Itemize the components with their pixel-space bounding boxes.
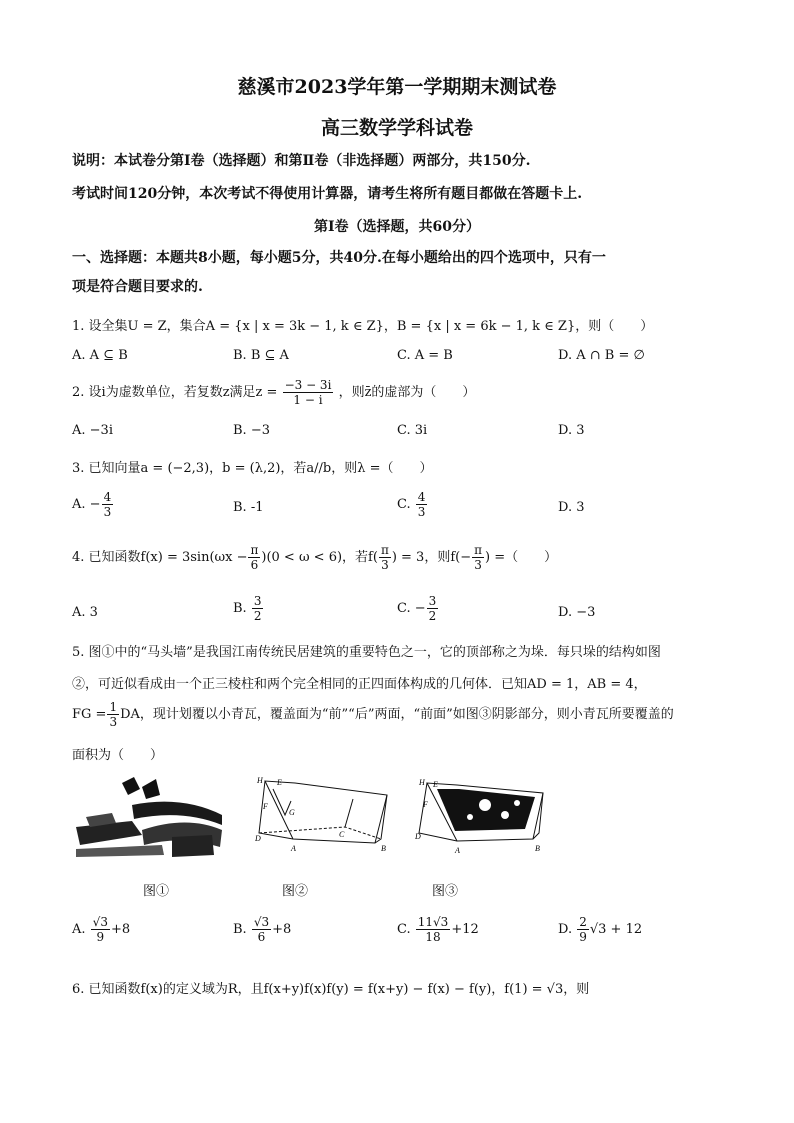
q5-line-3-text: ，现计划覆以小青瓦，覆盖面为“前”“后”两面，“前面”如图③阴影部分，则小青瓦所要覆盖的	[139, 707, 674, 722]
q4-option-a: A. 3	[72, 605, 98, 620]
q5-d-num: 2	[579, 915, 587, 929]
q2-fraction	[283, 378, 334, 407]
q4-option-c-sign: −	[414, 601, 426, 616]
q3-option-a	[72, 490, 114, 519]
q4-pi3-num: π	[380, 543, 389, 557]
q4-c-num: 3	[428, 594, 437, 608]
q5-fg-pre: FG =	[72, 707, 107, 722]
exam-subtitle: 高三数学学科试卷	[320, 117, 473, 139]
instruction-line-1: 说明：本试卷分第Ⅰ卷（选择题）和第Ⅱ卷（非选择题）两部分，共150分.	[72, 153, 531, 169]
q5-fg-den: 3	[109, 715, 118, 729]
q2-option-d: D. 3	[558, 423, 585, 438]
q5-a-tail: +8	[110, 922, 131, 937]
q2-frac-den: 1 − i	[293, 393, 323, 407]
q4-pi6-den: 6	[250, 558, 259, 572]
q4-stem-c: ) = 3，则f(−	[391, 550, 472, 565]
q4-negpi3-den: 3	[474, 558, 482, 572]
section1-line-2: 项是符合题目要求的.	[72, 279, 203, 295]
q5-b-num: √3	[253, 915, 270, 929]
fig2-label-h: H	[257, 776, 263, 785]
fig2-label-c: C	[339, 830, 345, 839]
q4-stem-d: ) =（ ）	[485, 550, 558, 565]
fig3-label-e: E	[433, 780, 438, 789]
figure-2-diagram	[255, 775, 395, 860]
q5-option-c-fraction	[416, 915, 451, 944]
q3-option-d: D. 3	[558, 500, 585, 515]
q4-frac-pi3	[379, 543, 391, 572]
q5-fg-num: 1	[109, 700, 118, 714]
fig3-label-f: F	[423, 800, 428, 809]
q5-d-den: 9	[579, 930, 587, 944]
q5-c-den: 18	[425, 930, 441, 944]
q4-b-num: 3	[253, 594, 262, 608]
q5-b-tail: +8	[272, 922, 292, 937]
fig2-label-d: D	[255, 834, 261, 843]
q2-option-c: C. 3i	[397, 423, 428, 438]
q3-option-a-sign: −	[89, 497, 101, 512]
q4-frac-negpi3	[472, 543, 484, 572]
q1-option-d: D. A ∩ B = ∅	[558, 348, 645, 363]
fig2-label-b: B	[381, 844, 386, 853]
fig2-label-e: E	[277, 778, 282, 787]
q4-stem-a: 4. 已知函数f(x) = 3sin(ωx −	[72, 550, 248, 565]
q3-option-b: B. -1	[233, 500, 264, 515]
q4-pi3-den: 3	[381, 558, 389, 572]
q5-line-2: ②，可近似看成由一个正三棱柱和两个完全相同的正四面体构成的几何体．已知AD = 1，AB = 4，	[72, 677, 647, 692]
q4-stem-b: )(0 < ω < 6)，若f(	[261, 550, 378, 565]
q2-stem	[72, 378, 475, 407]
instruction-line-2: 考试时间120分钟，本次考试不得使用计算器，请考生将所有题目都做在答题卡上.	[72, 186, 583, 202]
q5-option-a	[72, 915, 130, 944]
q4-option-c-label: C.	[397, 601, 411, 616]
q5-fg-fraction	[107, 700, 119, 729]
q5-option-d	[558, 915, 642, 944]
q5-option-a-fraction	[91, 915, 110, 944]
q5-option-d-label: D.	[558, 922, 573, 937]
q4-option-b-fraction	[252, 594, 264, 623]
q3-c-den: 3	[417, 505, 426, 519]
q5-option-b-fraction	[252, 915, 271, 944]
q3-stem: 3. 已知向量a = (−2,3)，b = (λ,2)，若a//b，则λ =（ ）	[72, 461, 433, 476]
q5-d-tail: √3 + 12	[589, 922, 643, 937]
fig2-label-a: A	[291, 844, 296, 853]
q5-a-den: 9	[96, 930, 105, 944]
fig3-label-b: B	[535, 844, 540, 853]
figure-1-image	[72, 775, 232, 860]
q4-option-b	[233, 594, 264, 623]
q3-option-a-fraction	[102, 490, 114, 519]
q4-frac-pi6	[248, 543, 260, 572]
q1-stem: 1. 设全集U = Z，集合A = {x | x = 3k − 1, k ∈ Z}，B = {x | x = 6k − 1, k ∈ Z}，则（ ）	[72, 319, 654, 334]
exam-title: 慈溪市2023学年第一学期期末测试卷	[237, 76, 557, 98]
q5-option-c-label: C.	[397, 922, 411, 937]
q4-option-d: D. −3	[558, 605, 596, 620]
q5-line-3	[72, 700, 674, 729]
q2-frac-num: −3 − 3i	[284, 378, 332, 392]
q2-stem-post: ，则z̄的虚部为（ ）	[338, 385, 476, 400]
figure-2-caption: 图②	[282, 884, 309, 899]
q4-negpi3-num: π	[474, 543, 482, 557]
fig3-label-d: D	[415, 832, 421, 841]
q5-a-num: √3	[92, 915, 108, 929]
q3-option-a-label: A.	[72, 497, 86, 512]
q5-c-num: 11√3	[417, 915, 449, 929]
fig2-label-g: G	[289, 808, 295, 817]
q5-option-a-label: A.	[72, 922, 86, 937]
q5-option-b	[233, 915, 291, 944]
q3-a-num: 4	[103, 490, 112, 504]
figure-3-caption: 图③	[432, 884, 459, 899]
part1-header: 第Ⅰ卷（选择题，共60分）	[313, 219, 481, 235]
q5-c-tail: +12	[451, 922, 479, 937]
q3-c-num: 4	[417, 490, 426, 504]
q4-option-b-label: B.	[233, 601, 247, 616]
q2-option-a: A. −3i	[72, 423, 113, 438]
q5-fg-post: DA	[120, 707, 140, 722]
q4-c-den: 2	[428, 609, 437, 623]
q5-b-den: 6	[257, 930, 266, 944]
q2-option-b: B. −3	[233, 423, 270, 438]
fig2-label-f: F	[263, 802, 268, 811]
q1-option-a: A. A ⊆ B	[72, 348, 128, 363]
q4-option-c	[397, 594, 439, 623]
fig3-label-h: H	[419, 778, 425, 787]
q1-option-c: C. A = B	[397, 348, 453, 363]
q3-option-c-fraction	[416, 490, 428, 519]
q6-stem: 6. 已知函数f(x)的定义域为R，且f(x+y)f(x)f(y) = f(x+y) − f(x) − f(y)，f(1) = √3，则	[72, 982, 590, 997]
q3-option-c-label: C.	[397, 497, 411, 512]
q3-a-den: 3	[103, 505, 112, 519]
q5-line-1: 5. 图①中的“马头墙”是我国江南传统民居建筑的重要特色之一，它的顶部称之为垛．每只垛的结构如图	[72, 645, 661, 660]
fig3-label-a: A	[455, 846, 460, 855]
q2-stem-pre: 2. 设i为虚数单位，若复数z满足z =	[72, 385, 278, 400]
q5-option-c	[397, 915, 479, 944]
q5-option-b-label: B.	[233, 922, 247, 937]
figure-1-caption: 图①	[143, 884, 170, 899]
q4-b-den: 2	[253, 609, 262, 623]
q1-option-b: B. B ⊆ A	[233, 348, 289, 363]
q3-option-c	[397, 490, 428, 519]
q4-option-c-fraction	[427, 594, 439, 623]
figure-3-diagram	[415, 775, 550, 860]
q5-option-d-fraction	[577, 915, 589, 944]
q4-pi6-num: π	[250, 543, 259, 557]
q5-line-4: 面积为（ ）	[72, 748, 164, 763]
q4-stem	[72, 543, 557, 572]
section1-line-1: 一、选择题：本题共8小题，每小题5分，共40分.在每小题给出的四个选项中，只有一	[72, 250, 606, 266]
